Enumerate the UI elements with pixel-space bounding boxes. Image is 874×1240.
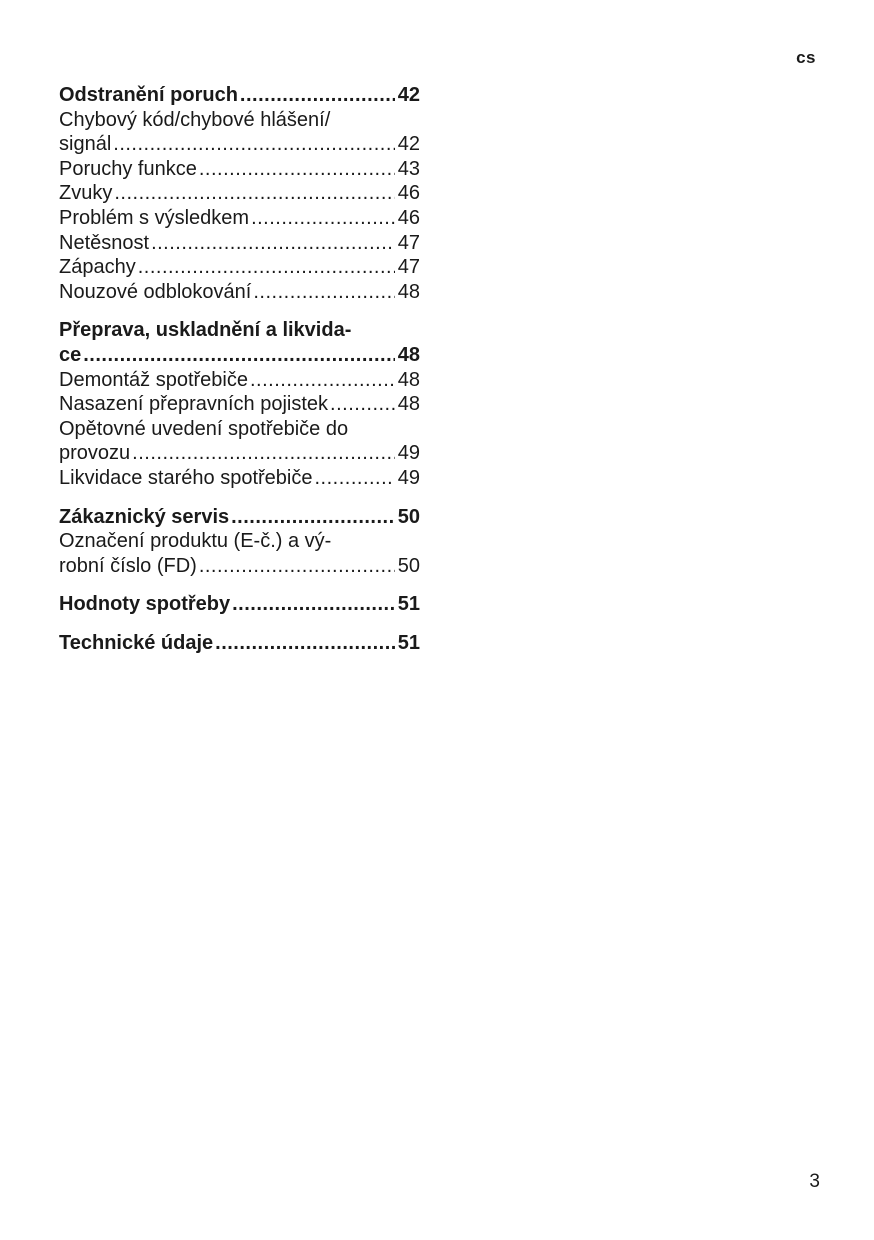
- toc-heading-label: Odstranění poruch: [59, 84, 238, 106]
- toc-page-number: 51: [397, 593, 420, 616]
- toc-heading-troubleshooting[interactable]: [59, 83, 420, 108]
- toc-entry-product-number[interactable]: [59, 554, 420, 579]
- toc-heading-label: Zákaznický servis: [59, 505, 230, 528]
- leader-dots: [251, 206, 395, 231]
- toc-page-number: 47: [397, 231, 420, 254]
- toc-page-number: 48: [397, 280, 420, 303]
- toc-page-number: 46: [397, 206, 420, 229]
- page-number: 3: [809, 1171, 820, 1192]
- toc-entry-emergency-release[interactable]: [59, 280, 420, 305]
- leader-dots: [250, 368, 395, 393]
- toc-page-number: 47: [397, 256, 420, 279]
- toc-entry-error-code-line1[interactable]: [59, 108, 420, 133]
- toc-entry-label: Nasazení přepravních pojistek: [59, 393, 329, 416]
- leader-dots: [113, 132, 394, 157]
- leader-dots: [83, 343, 395, 368]
- leader-dots: [199, 157, 395, 182]
- toc-heading-transport-line1[interactable]: [59, 318, 420, 343]
- toc-page-number: 43: [397, 157, 420, 180]
- toc-section-consumption: [59, 592, 420, 617]
- toc-page-number: 48: [397, 368, 420, 391]
- leader-dots: [253, 280, 394, 305]
- toc-entry-error-code[interactable]: [59, 132, 420, 157]
- toc-section-technical-data: [59, 631, 420, 656]
- toc-entry-label: Zápachy: [59, 256, 136, 279]
- toc-entry-product-number-line1[interactable]: [59, 529, 420, 554]
- toc-entry-recommissioning-line1[interactable]: [59, 417, 420, 442]
- language-code: cs: [796, 48, 816, 67]
- toc-section-transport: [59, 318, 420, 490]
- leader-dots: [232, 592, 395, 617]
- toc-entry-leak[interactable]: [59, 231, 420, 256]
- leader-dots: [151, 231, 395, 256]
- toc-entry-label: robní číslo (FD): [59, 554, 197, 577]
- toc-page-number: 42: [397, 133, 420, 156]
- toc-heading-label: Přeprava, uskladnění a likvida-: [59, 319, 352, 342]
- toc-entry-transport-bolts[interactable]: [59, 392, 420, 417]
- toc-heading-label: ce: [59, 343, 82, 366]
- toc-entry-label: Netěsnost: [59, 231, 150, 254]
- table-of-contents: [59, 83, 420, 669]
- toc-entry-sounds[interactable]: [59, 181, 420, 206]
- toc-entry-label: signál: [59, 133, 112, 156]
- toc-heading-consumption[interactable]: [59, 592, 420, 617]
- toc-heading-label: Hodnoty spotřeby: [59, 593, 231, 616]
- toc-page-number: 42: [397, 84, 420, 106]
- leader-dots: [132, 441, 395, 466]
- toc-entry-label: Opětovné uvedení spotřebiče do: [59, 417, 349, 440]
- leader-dots: [231, 505, 395, 530]
- toc-entry-result-problem[interactable]: [59, 206, 420, 231]
- toc-section-customer-service: [59, 505, 420, 579]
- toc-page-number: 51: [397, 631, 420, 654]
- toc-entry-recommissioning[interactable]: [59, 441, 420, 466]
- toc-entry-label: Poruchy funkce: [59, 157, 197, 180]
- toc-entry-label: Likvidace starého spotřebiče: [59, 466, 313, 489]
- toc-page-number: 49: [397, 466, 420, 489]
- toc-heading-technical-data[interactable]: [59, 631, 420, 656]
- leader-dots: [138, 255, 395, 280]
- toc-page-number: 46: [397, 182, 420, 205]
- toc-heading-customer-service[interactable]: [59, 505, 420, 530]
- toc-entry-label: provozu: [59, 442, 131, 465]
- toc-heading-label: Technické údaje: [59, 631, 214, 654]
- leader-dots: [114, 181, 394, 206]
- toc-page-number: 49: [397, 442, 420, 465]
- toc-page-number: 48: [397, 393, 420, 416]
- toc-heading-transport[interactable]: [59, 343, 420, 368]
- toc-page-number: 50: [397, 554, 420, 577]
- toc-entry-label: Demontáž spotřebiče: [59, 368, 248, 391]
- toc-page-number: 48: [397, 343, 420, 366]
- leader-dots: [215, 631, 395, 656]
- toc-entry-label: Nouzové odblokování: [59, 280, 252, 303]
- toc-entry-label: Zvuky: [59, 182, 113, 205]
- toc-entry-disposal[interactable]: [59, 466, 420, 491]
- toc-entry-odours[interactable]: [59, 255, 420, 280]
- leader-dots: [330, 392, 395, 417]
- toc-page-number: 50: [397, 505, 420, 528]
- leader-dots: [314, 466, 394, 491]
- toc-entry-malfunctions[interactable]: [59, 157, 420, 182]
- toc-entry-dismantling[interactable]: [59, 368, 420, 393]
- toc-entry-label: Problém s výsledkem: [59, 206, 250, 229]
- toc-entry-label: Chybový kód/chybové hlášení/: [59, 108, 331, 131]
- leader-dots: [199, 554, 395, 579]
- toc-entry-label: Označení produktu (E-č.) a vý-: [59, 530, 332, 553]
- leader-dots: [240, 83, 395, 108]
- toc-section-troubleshooting: [59, 83, 420, 304]
